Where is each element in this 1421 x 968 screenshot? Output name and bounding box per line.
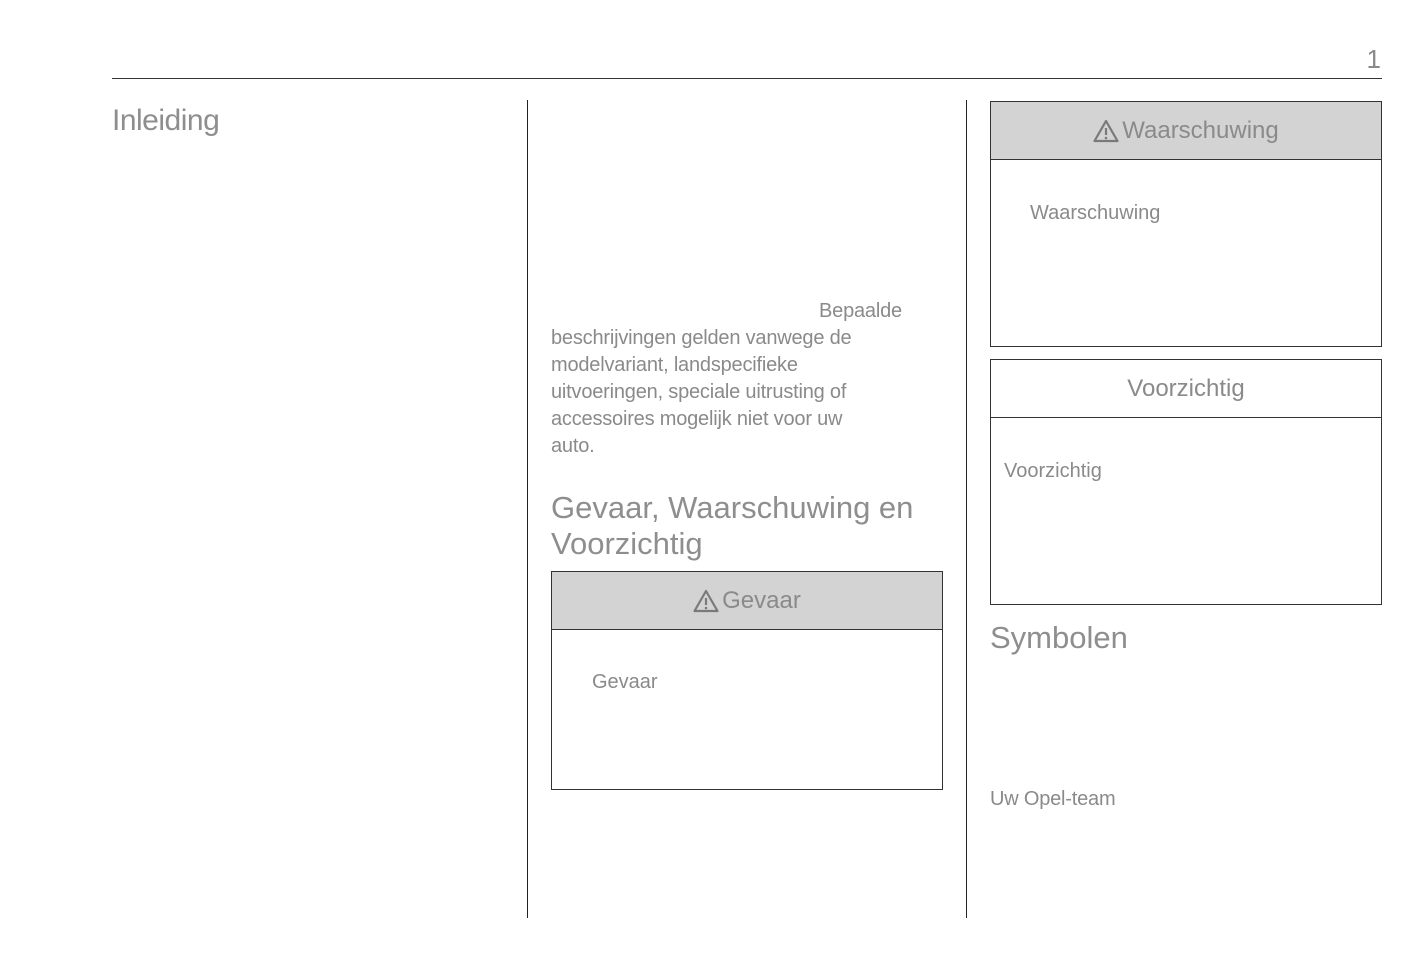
intro-line: accessoires mogelijk niet voor uw [551,408,843,430]
warning-triangle-icon [1093,119,1119,143]
intro-line: modelvariant, landspecifieke [551,354,798,376]
danger-box-header [552,572,942,630]
intro-paragraph [551,298,931,460]
intro-line: auto. [551,435,595,457]
column-divider-right [966,100,967,918]
warning-box-body: Waarschuwing [1030,202,1161,224]
page-number: 1 [1366,44,1381,74]
caution-box-body: Voorzichtig [1004,460,1102,482]
intro-lead: Bepaalde [819,300,902,322]
section-heading [551,490,951,562]
caution-box-header: Voorzichtig [991,360,1381,418]
section-heading-line: Gevaar, Waarschuwing en [551,490,914,525]
section-heading-line: Voorzichtig [551,526,703,561]
warning-box-header [991,102,1381,160]
caution-box [990,359,1382,605]
column-divider-left [527,100,528,918]
warning-triangle-icon [693,589,719,613]
danger-box [551,571,943,790]
signature: Uw Opel-team [990,788,1116,810]
danger-box-title: Gevaar [722,586,801,614]
intro-line: beschrijvingen gelden vanwege de [551,327,852,349]
warning-box-title: Waarschuwing [1122,116,1279,144]
symbols-heading: Symbolen [990,620,1128,655]
header-rule [112,78,1382,79]
chapter-heading: Inleiding [112,104,220,137]
intro-line: uitvoeringen, speciale uitrusting of [551,381,847,403]
warning-box [990,101,1382,347]
danger-box-body: Gevaar [592,671,658,693]
